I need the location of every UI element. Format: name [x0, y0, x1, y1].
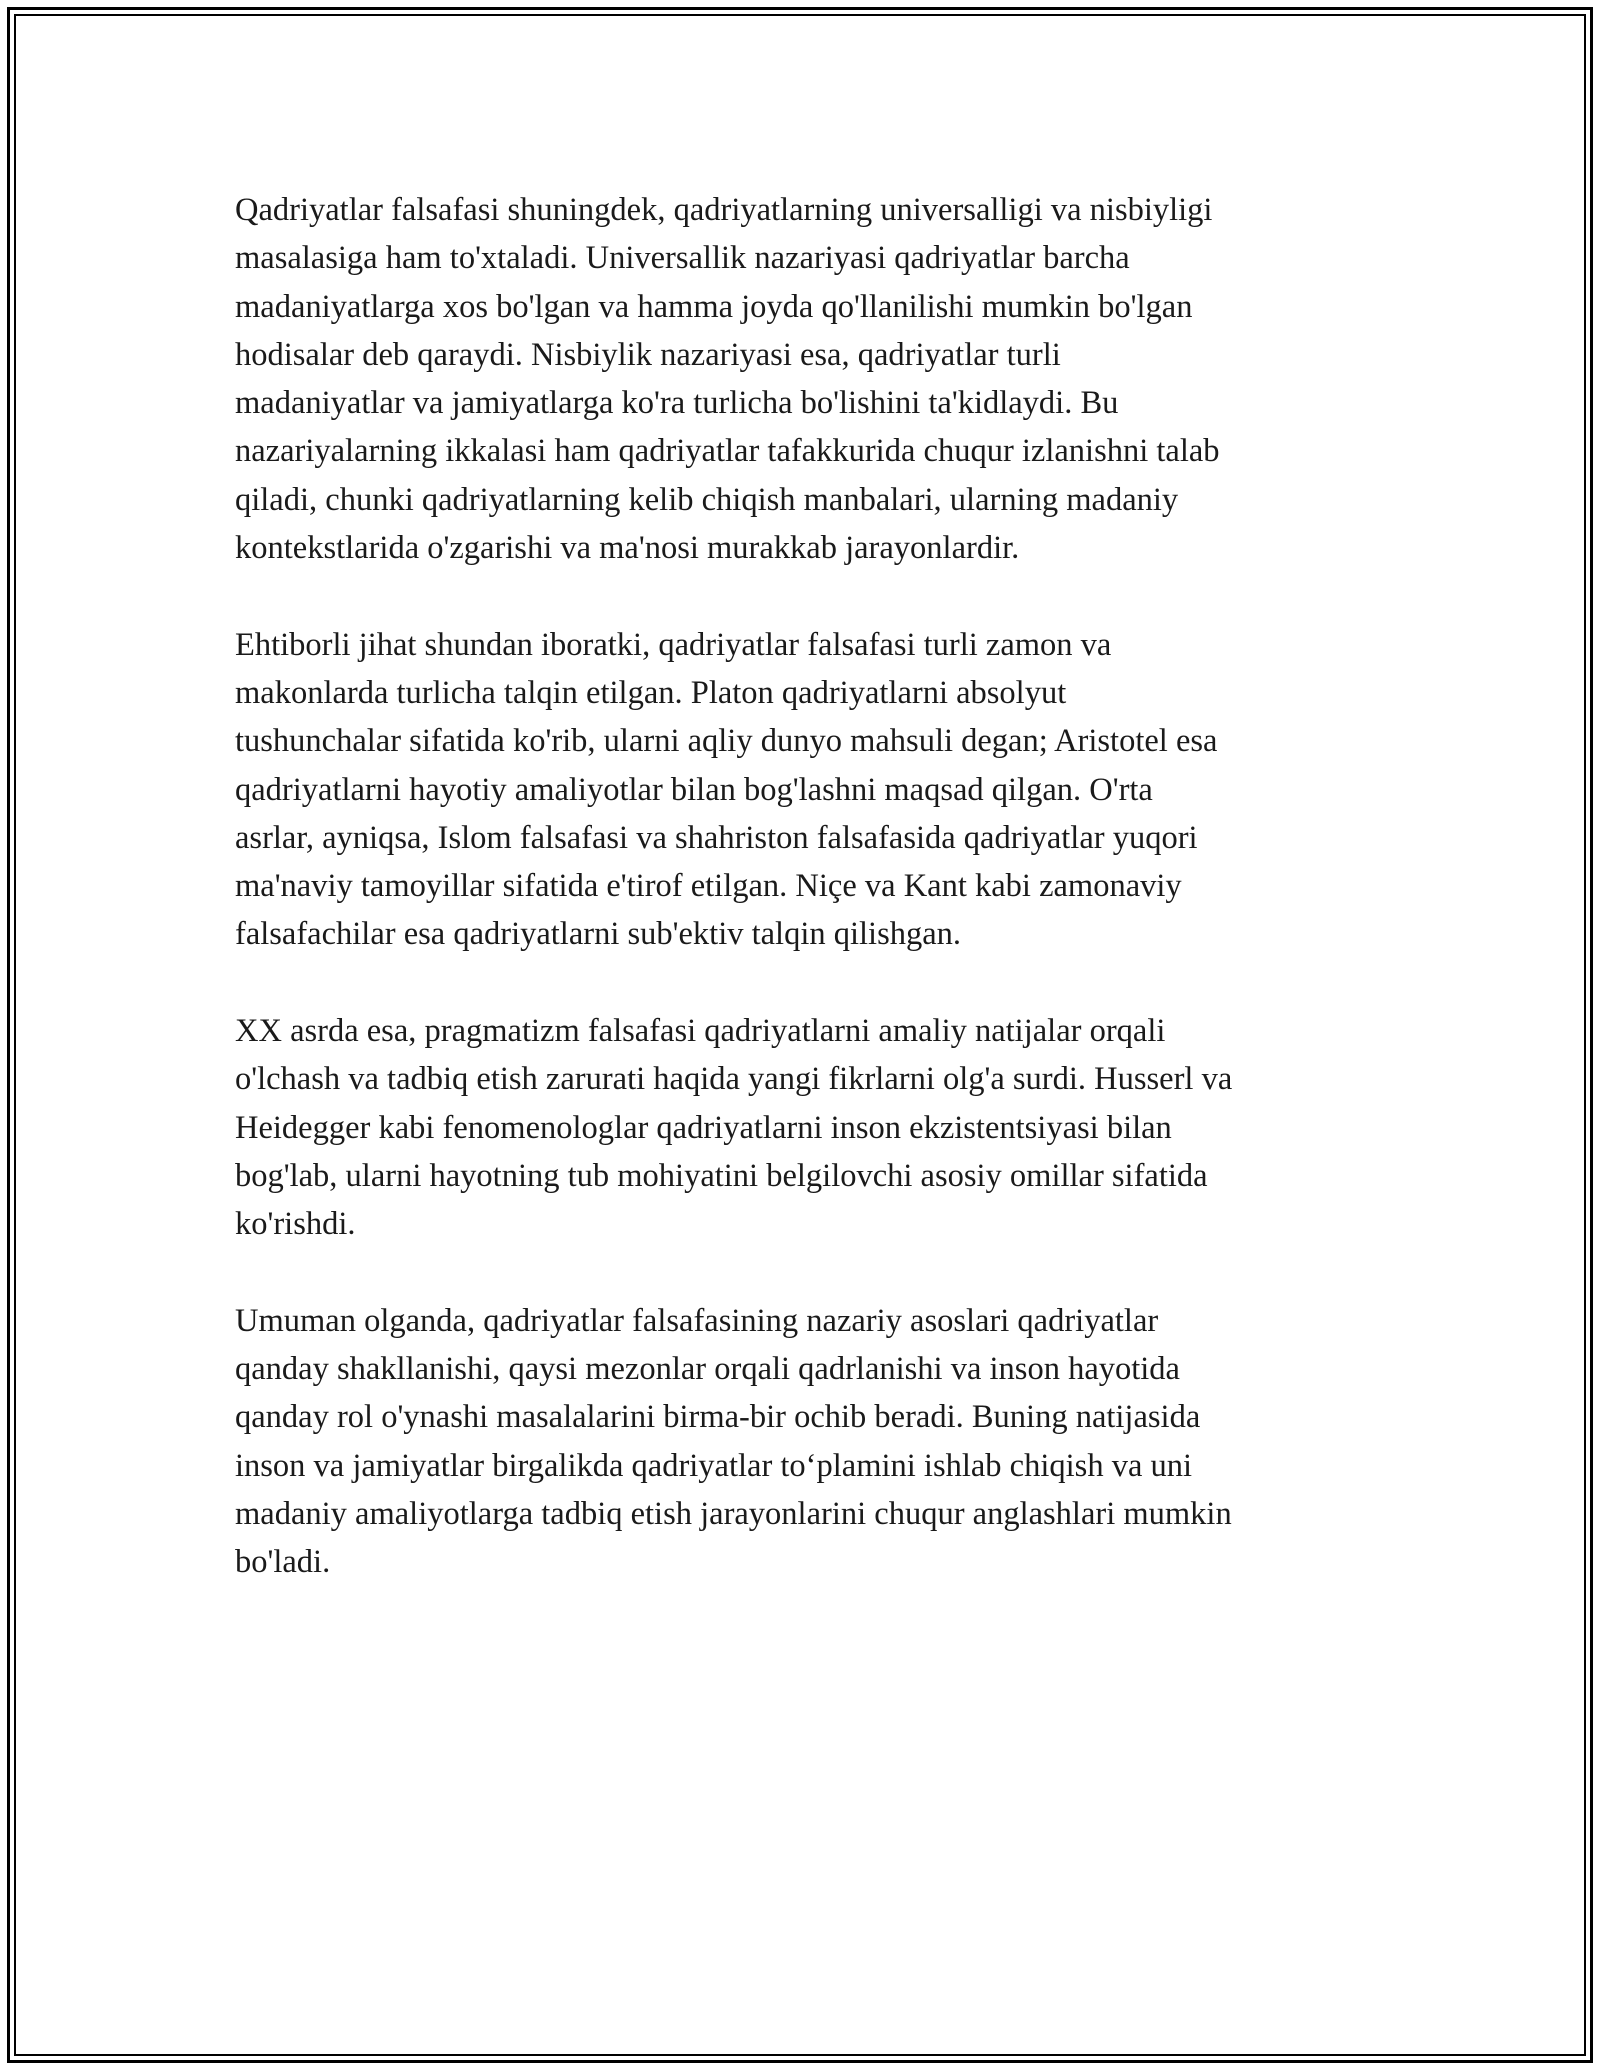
- paragraph-4: [235, 1297, 1415, 1587]
- text-line: hodisalar deb qaraydi. Nisbiylik nazariyasi esa, qadriyatlar turli: [235, 336, 1061, 373]
- text-line: ma'naviy tamoyillar sifatida e'tirof etilgan. Niçe va Kant kabi zamonaviy: [235, 868, 1182, 905]
- text-line: qanday rol o'ynashi masalalarini birma-bir ochib beradi. Buning natijasida: [235, 1399, 1201, 1436]
- text-line: inson va jamiyatlar birgalikda qadriyatlar to‘plamini ishlab chiqish va uni: [235, 1447, 1193, 1484]
- text-line: qiladi, chunki qadriyatlarning kelib chiqish manbalari, ularning madaniy: [235, 481, 1179, 518]
- text-line: tushunchalar sifatida ko'rib, ularni aqliy dunyo mahsuli degan; Aristotel esa: [235, 723, 1218, 760]
- text-line: ko'rishdi.: [235, 1206, 356, 1243]
- text-line: madaniyatlarga xos bo'lgan va hamma joyda qo'llanilishi mumkin bo'lgan: [235, 288, 1193, 325]
- text-line: qadriyatlarni hayotiy amaliyotlar bilan bog'lashni maqsad qilgan. O'rta: [235, 771, 1153, 808]
- text-line: madaniy amaliyotlarga tadbiq etish jarayonlarini chuqur anglashlari mumkin: [235, 1496, 1232, 1533]
- text-line: bo'ladi.: [235, 1544, 331, 1581]
- text-line: Ehtiborli jihat shundan iboratki, qadriyatlar falsafasi turli zamon va: [235, 626, 1112, 663]
- paragraph-1: [235, 186, 1415, 572]
- text-line: qanday shakllanishi, qaysi mezonlar orqali qadrlanishi va inson hayotida: [235, 1351, 1180, 1388]
- text-line: Heidegger kabi fenomenologlar qadriyatlarni inson ekzistentsiyasi bilan: [235, 1109, 1172, 1146]
- text-line: asrlar, ayniqsa, Islom falsafasi va shahriston falsafasida qadriyatlar yuqori: [235, 819, 1198, 856]
- text-line: Qadriyatlar falsafasi shuningdek, qadriyatlarning universalligi va nisbiyligi: [235, 192, 1213, 228]
- text-line: bog'lab, ularni hayotning tub mohiyatini belgilovchi asosiy omillar sifatida: [235, 1157, 1208, 1194]
- text-line: o'lchash va tadbiq etish zarurati haqida yangi fikrlarni olg'a surdi. Husserl va: [235, 1061, 1233, 1098]
- paragraph-2: [235, 621, 1415, 959]
- text-line: falsafachilar esa qadriyatlarni sub'ektiv talqin qilishgan.: [235, 916, 962, 953]
- text-line: Umuman olganda, qadriyatlar falsafasining nazariy asoslari qadriyatlar: [235, 1302, 1159, 1339]
- text-line: kontekstlarida o'zgarishi va ma'nosi murakkab jarayonlardir.: [235, 530, 1020, 567]
- document-body: [235, 186, 1415, 1635]
- text-line: masalasiga ham to'xtaladi. Universallik nazariyasi qadriyatlar barcha: [235, 240, 1130, 277]
- paragraph-3: [235, 1007, 1415, 1248]
- text-line: XX asrda esa, pragmatizm falsafasi qadriyatlarni amaliy natijalar orqali: [235, 1013, 1166, 1050]
- text-line: nazariyalarning ikkalasi ham qadriyatlar tafakkurida chuqur izlanishni talab: [235, 433, 1220, 470]
- text-line: makonlarda turlicha talqin etilgan. Platon qadriyatlarni absolyut: [235, 674, 1067, 711]
- text-line: madaniyatlar va jamiyatlarga ko'ra turlicha bo'lishini ta'kidlaydi. Bu: [235, 385, 1119, 422]
